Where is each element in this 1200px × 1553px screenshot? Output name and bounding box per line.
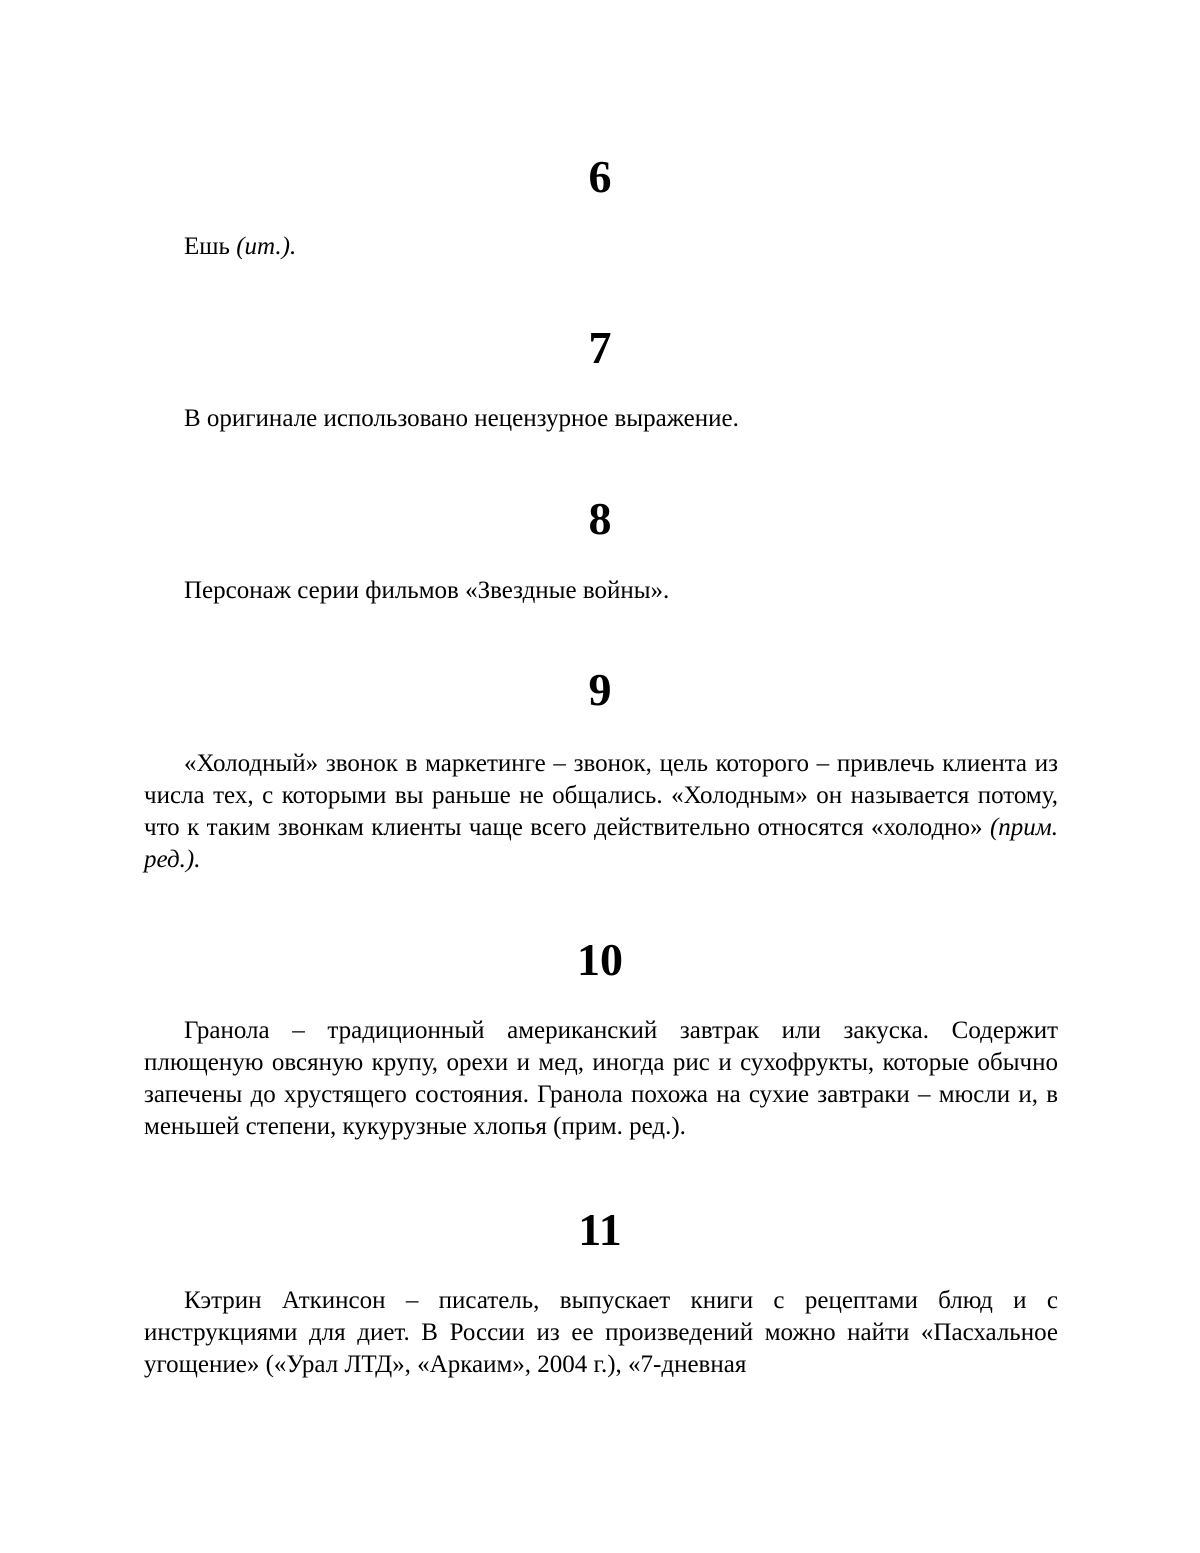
note-text-11-main: Кэтрин Аткинсон – писатель, выпускает книги с рецептами блюд и с инструкциями для диет. В России из ее произведений можно найти «Пасхальное угощение» («Урал ЛТД», «Аркаим», 2004 г.), «7-дневная [144,1287,1058,1378]
note-number-7: 7 [588,322,612,373]
note-number-11: 11 [578,1204,622,1255]
note-text-8 [144,575,1058,607]
note-text-10-main: Гранола – традиционный американский завтрак или закуска. Содержит плющеную овсяную крупу, орехи и мед, иногда рис и сухофрукты, которые обычно запечены до хрустящего состояния. Гранола похожа на сухие завтраки – мюсли и, в меньшей степени, кукурузные хлопья (прим. ред.). [144,1017,1058,1140]
note-text-9-main: «Холодный» звонок в маркетинге – звонок, цель которого – привлечь клиента из числа тех, с которыми вы раньше не общались. «Холодным» он называется потому, что к таким звонкам клиенты чаще всего действительно относятся «холодно» [144,750,1058,841]
note-text-8-main: Персонаж серии фильмов «Звездные войны». [184,577,670,604]
note-text-9-italic: (прим. ред.). [144,814,1058,873]
note-text-6-italic: (ит.). [236,233,297,260]
note-number-6: 6 [588,151,612,202]
note-text-10 [144,1015,1058,1143]
note-number-9: 9 [588,664,612,715]
note-text-9 [144,748,1058,876]
note-text-7 [144,403,1058,435]
note-text-7-main: В оригинале использовано нецензурное выражение. [184,405,739,432]
note-text-11 [144,1285,1058,1381]
note-text-6 [144,231,1058,263]
note-text-6-main: Ешь [184,233,237,260]
note-number-10: 10 [577,934,623,985]
note-number-8: 8 [588,493,612,544]
